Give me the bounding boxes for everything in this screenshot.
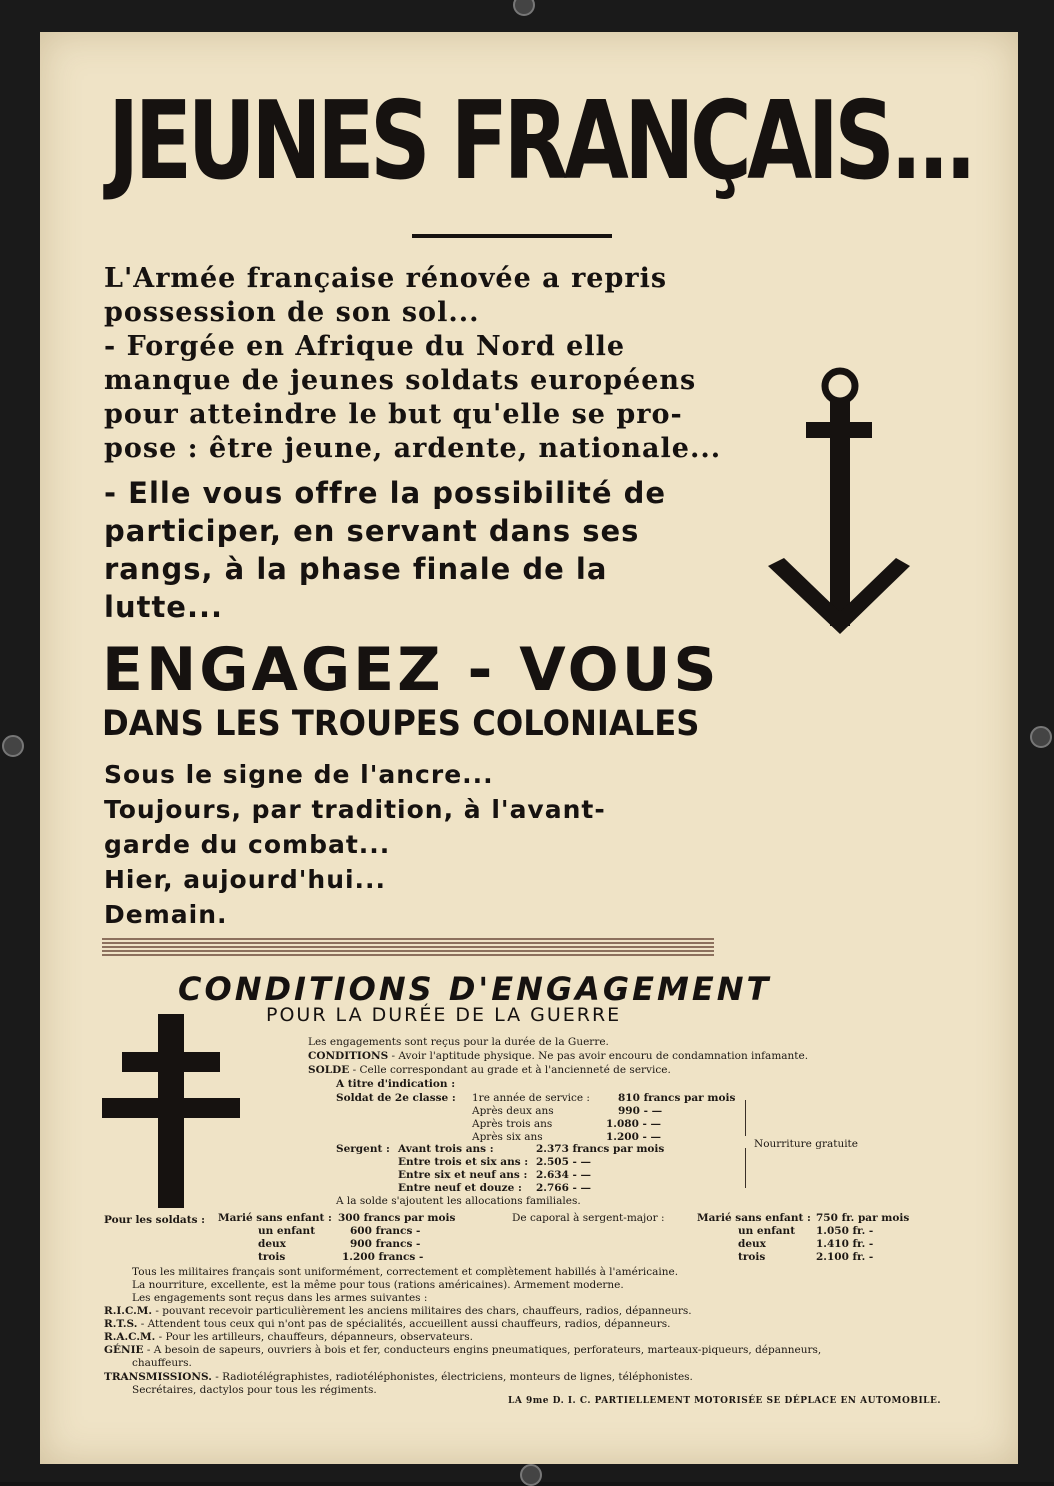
offer-line: lutte...: [104, 590, 224, 624]
arme-label: R.A.C.M.: [104, 1331, 156, 1343]
soldats-label: Pour les soldats :: [104, 1214, 206, 1226]
genie-cont: chauffeurs.: [132, 1357, 192, 1369]
sergent-row-label: Entre trois et six ans :: [398, 1156, 529, 1168]
anchor-icon: [764, 366, 914, 638]
arme-row: [104, 1305, 692, 1317]
secretaires-line: Secrétaires, dactylos pour tous les régiments.: [132, 1384, 377, 1396]
general-line: La nourriture, excellente, est la même pour tous (rations américaines). Armement moderne.: [132, 1279, 624, 1291]
caporal-row-value: 2.100 fr. -: [816, 1251, 874, 1263]
slogan-line: Sous le signe de l'ancre...: [104, 760, 494, 789]
soldat-row-value: 1.080 - —: [606, 1118, 662, 1130]
brace-rule: [745, 1148, 746, 1188]
arme-row: [104, 1331, 473, 1343]
caporal-row-label: un enfant: [738, 1225, 796, 1237]
arme-text: - A besoin de sapeurs, ouvriers à bois et fer, conducteurs engins pneumatiques, perforateurs, marteaux-piqueurs, dépanneurs,: [146, 1344, 822, 1356]
soldats-row-label: Marié sans enfant :: [218, 1212, 332, 1224]
arme-text: - Attendent tous ceux qui n'ont pas de spécialités, accueillent aussi chauffeurs, radios, dépanneurs.: [140, 1318, 671, 1330]
title-underline: [412, 234, 612, 238]
arme-row: [104, 1318, 671, 1330]
intro-line: possession de son sol...: [104, 297, 480, 328]
intro-line: manque de jeunes soldats européens: [104, 365, 697, 396]
sergent-row-label: Avant trois ans :: [398, 1143, 494, 1155]
soldat-row-label: 1re année de service :: [472, 1092, 590, 1104]
solde-text: - Celle correspondant au grade et à l'ancienneté de service.: [352, 1064, 671, 1076]
caporal-row-label: deux: [738, 1238, 766, 1250]
arme-text: - pouvant recevoir particulièrement les anciens militaires des chars, chauffeurs, radios, dépanneurs.: [155, 1305, 692, 1317]
footer-note: LA 9me D. I. C. PARTIELLEMENT MOTORISÉE SE DÉPLACE EN AUTOMOBILE.: [508, 1396, 941, 1406]
general-line: Les engagements sont reçus dans les armes suivantes :: [132, 1292, 428, 1304]
offer-line: - Elle vous offre la possibilité de: [104, 476, 667, 510]
screw-icon: [2, 735, 24, 757]
offer-text: [104, 474, 666, 626]
soldats-row-label: un enfant: [258, 1225, 316, 1237]
transmissions-label: TRANSMISSIONS.: [104, 1371, 212, 1383]
sergent-row-value: 2.634 - —: [536, 1169, 592, 1181]
general-line: Tous les militaires français sont uniformément, correctement et complètement habillés à l'américaine.: [132, 1266, 679, 1278]
intro-line: pour atteindre le but qu'elle se pro-: [104, 399, 683, 430]
sergent-label: Sergent :: [336, 1143, 390, 1155]
soldat-label: Soldat de 2e classe :: [336, 1092, 456, 1104]
soldats-row-label: deux: [258, 1238, 286, 1250]
soldat-row-value: 810 francs par mois: [618, 1092, 736, 1104]
sergent-row-label: Entre neuf et douze :: [398, 1182, 522, 1194]
caporal-row-label: trois: [738, 1251, 766, 1263]
sergent-row-value: 2.373 francs par mois: [536, 1143, 665, 1155]
conditions-row: [308, 1050, 808, 1062]
indication-label: A titre d'indication :: [336, 1078, 456, 1090]
divider-stripes: [102, 938, 714, 956]
soldats-row-value: 900 francs -: [350, 1238, 421, 1250]
cross-of-lorraine-icon: [102, 1014, 242, 1210]
soldats-row-value: 600 francs -: [350, 1225, 421, 1237]
subheadline: DANS LES TROUPES COLONIALES: [102, 704, 700, 744]
slogan-line: Toujours, par tradition, à l'avant-: [104, 795, 606, 824]
soldat-row-label: Après trois ans: [472, 1118, 553, 1130]
soldat-row-label: Après six ans: [472, 1131, 543, 1143]
soldat-row-value: 1.200 - —: [606, 1131, 662, 1143]
soldats-row-value: 1.200 francs -: [342, 1251, 424, 1263]
caporal-row-value: 1.410 fr. -: [816, 1238, 874, 1250]
arme-text: - Pour les artilleurs, chauffeurs, dépanneurs, observateurs.: [158, 1331, 474, 1343]
screw-icon: [1030, 726, 1052, 748]
slogan-line: garde du combat...: [104, 830, 391, 859]
intro-line: pose : être jeune, ardente, nationale...: [104, 433, 722, 464]
slogan-line: Demain.: [104, 900, 228, 929]
arme-label: GÉNIE: [104, 1344, 144, 1356]
intro-line: L'Armée française rénovée a repris: [104, 263, 668, 294]
soldat-row-value: 990 - —: [618, 1105, 663, 1117]
allocations-line: A la solde s'ajoutent les allocations familiales.: [336, 1195, 581, 1207]
engagements-line: Les engagements sont reçus pour la durée de la Guerre.: [308, 1036, 609, 1048]
conditions-text: - Avoir l'aptitude physique. Ne pas avoir encouru de condamnation infamante.: [391, 1050, 809, 1062]
sergent-row-value: 2.505 - —: [536, 1156, 592, 1168]
caporal-row-value: 750 fr. par mois: [816, 1212, 910, 1224]
poster-title: JEUNES FRANÇAIS...: [108, 79, 973, 204]
slogan-text: [104, 757, 606, 932]
slogan-line: Hier, aujourd'hui...: [104, 865, 387, 894]
intro-text: [104, 262, 721, 466]
arme-label: R.I.C.M.: [104, 1305, 153, 1317]
sergent-row-value: 2.766 - —: [536, 1182, 592, 1194]
conditions-label: CONDITIONS: [308, 1050, 389, 1062]
caporal-row-value: 1.050 fr. -: [816, 1225, 874, 1237]
intro-line: - Forgée en Afrique du Nord elle: [104, 331, 626, 362]
offer-line: rangs, à la phase finale de la: [104, 552, 608, 586]
brace-rule: [745, 1100, 746, 1136]
transmissions-text: - Radiotélégraphistes, radiotéléphonistes, électriciens, monteurs de lignes, téléphonistes.: [215, 1371, 693, 1383]
soldat-row-label: Après deux ans: [472, 1105, 554, 1117]
arme-label: R.T.S.: [104, 1318, 138, 1330]
offer-line: participer, en servant dans ses: [104, 514, 640, 548]
solde-label: SOLDE: [308, 1064, 350, 1076]
headline: ENGAGEZ - VOUS: [102, 635, 720, 705]
conditions-subtitle: POUR LA DURÉE DE LA GUERRE: [266, 1004, 622, 1026]
conditions-title: CONDITIONS D'ENGAGEMENT: [178, 970, 772, 1008]
caporal-row-label: Marié sans enfant :: [697, 1212, 811, 1224]
soldats-row-label: trois: [258, 1251, 286, 1263]
transmissions-row: [104, 1371, 693, 1383]
soldats-row-value: 300 francs par mois: [338, 1212, 456, 1224]
caporal-label: De caporal à sergent-major :: [512, 1212, 665, 1224]
arme-row: [104, 1344, 821, 1356]
solde-row: [308, 1064, 671, 1076]
nourriture-label: Nourriture gratuite: [754, 1138, 858, 1150]
sergent-row-label: Entre six et neuf ans :: [398, 1169, 528, 1181]
screw-icon: [520, 1464, 542, 1486]
